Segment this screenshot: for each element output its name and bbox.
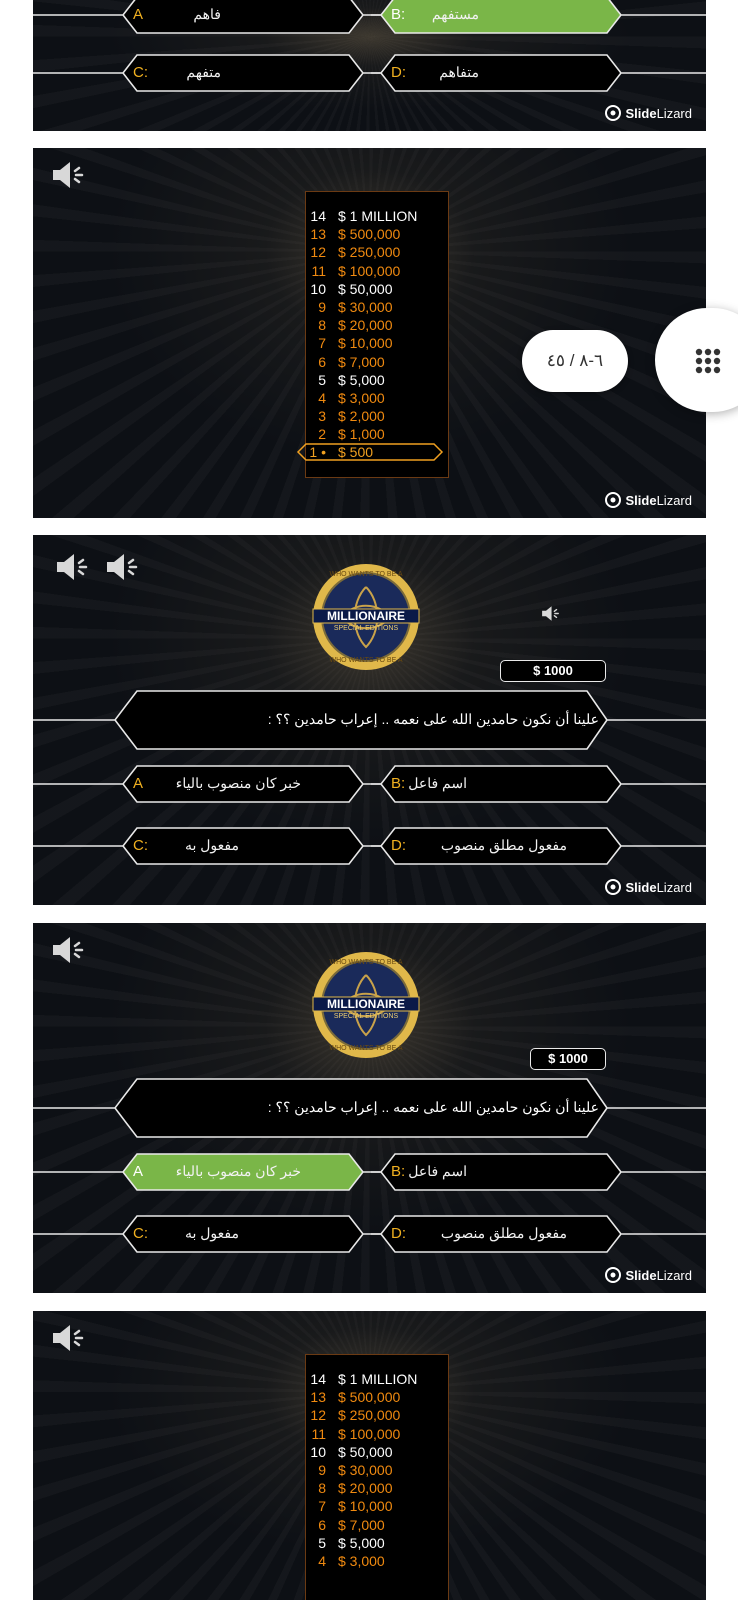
question-box xyxy=(109,1078,609,1138)
ladder-amount: $ 1 MILLION xyxy=(338,1371,418,1387)
answer-letter: B: xyxy=(391,1163,406,1180)
ladder-row xyxy=(308,1388,448,1406)
question-text: علينا أن نكون حامدين الله على نعمه .. إعراب حامدين ؟؟ : xyxy=(267,711,599,727)
ladder-row xyxy=(308,425,448,443)
page-indicator: ٦-٨ / ٤٥ xyxy=(522,330,628,392)
ladder-row xyxy=(308,316,448,334)
answer-b[interactable] xyxy=(373,0,629,34)
logo-main-text: MILLIONAIRE xyxy=(327,997,405,1011)
millionaire-logo xyxy=(311,950,421,1060)
ladder-amount: $ 1 MILLION xyxy=(338,208,418,224)
ladder-amount: $ 1,000 xyxy=(338,426,385,443)
ladder-level: 9 xyxy=(318,1461,326,1478)
logo-main-text: MILLIONAIRE xyxy=(327,609,405,623)
ladder-level: 3 xyxy=(318,408,326,425)
question-text: علينا أن نكون حامدين الله على نعمه .. إعراب حامدين ؟؟ : xyxy=(267,1099,599,1115)
ladder-row xyxy=(308,207,448,225)
answer-text: مفعول به xyxy=(184,837,239,853)
ladder-level: 8 xyxy=(318,317,326,334)
answer-c[interactable] xyxy=(115,827,371,865)
ladder-row xyxy=(308,1443,448,1461)
ladder-amount: $ 30,000 xyxy=(338,1461,393,1478)
ladder-row xyxy=(308,1370,448,1388)
answer-text: مستفهم xyxy=(431,6,479,22)
money-ladder xyxy=(305,1354,449,1600)
speaker-icon[interactable] xyxy=(51,935,87,965)
logo-sub-text: SPECIAL EDITIONS xyxy=(333,1013,399,1020)
ladder-row xyxy=(308,407,448,425)
answer-letter: B: xyxy=(391,6,406,23)
spiral-logo-icon xyxy=(605,879,621,895)
ladder-amount: $ 500 xyxy=(338,444,374,461)
ladder-level: 11 xyxy=(311,262,326,279)
speaker-icon[interactable] xyxy=(541,605,561,622)
speaker-icon[interactable] xyxy=(51,1323,87,1353)
answer-text: متفهم xyxy=(186,64,221,80)
ladder-amount: $ 20,000 xyxy=(338,317,393,334)
ladder-level: 6 xyxy=(318,353,326,370)
slide-4 xyxy=(33,923,706,1293)
ladder-amount: $ 30,000 xyxy=(338,298,393,315)
spiral-logo-icon xyxy=(605,1267,621,1283)
answer-text: مفعول به xyxy=(184,1225,239,1241)
logo-top-text: WHO WANTS TO BE A xyxy=(329,959,403,966)
logo-sub-text: SPECIAL EDITIONS xyxy=(333,625,399,632)
ladder-row xyxy=(308,1479,448,1497)
ladder-amount: $ 7,000 xyxy=(338,1516,385,1533)
ladder-row xyxy=(308,334,448,352)
ladder-row xyxy=(308,1497,448,1515)
slidelizard-brand: SlideLizard xyxy=(605,1267,693,1283)
ladder-amount: $ 3,000 xyxy=(338,389,385,406)
answer-letter: A xyxy=(133,775,144,792)
answer-b[interactable] xyxy=(373,765,629,803)
question-box xyxy=(109,690,609,750)
answer-letter: C: xyxy=(133,837,148,854)
ladder-amount: $ 5,000 xyxy=(338,1534,385,1551)
answer-d[interactable] xyxy=(373,54,629,92)
ladder-row xyxy=(308,443,448,461)
logo-bottom-text: WHO WANTS TO BE A xyxy=(329,1045,403,1052)
ladder-row xyxy=(308,1516,448,1534)
ladder-amount: $ 100,000 xyxy=(338,1425,401,1442)
ladder-level: 4 xyxy=(318,1552,326,1569)
ladder-level: 12 xyxy=(310,244,326,261)
logo-bottom-text: WHO WANTS TO BE A xyxy=(329,657,403,664)
answer-text: مفعول مطلق منصوب xyxy=(440,837,567,853)
answer-text: متفاهم xyxy=(439,64,479,80)
ladder-amount: $ 10,000 xyxy=(338,335,393,352)
ladder-level: 1 • xyxy=(309,444,326,461)
ladder-amount: $ 2,000 xyxy=(338,408,385,425)
ladder-amount: $ 50,000 xyxy=(338,280,393,297)
ladder-amount: $ 100,000 xyxy=(338,262,401,279)
slide-5 xyxy=(33,1311,706,1600)
spiral-logo-icon xyxy=(605,105,621,121)
answer-text: خبر كان منصوب بالياء xyxy=(175,1163,301,1179)
answer-letter: A xyxy=(133,1163,144,1180)
answer-text: فاهم xyxy=(193,6,221,22)
ladder-row xyxy=(308,225,448,243)
ladder-level: 2 xyxy=(318,426,326,443)
ladder-level: 5 xyxy=(318,371,326,388)
ladder-row xyxy=(308,298,448,316)
answer-c[interactable] xyxy=(115,1215,371,1253)
answer-letter: A xyxy=(133,6,144,23)
slide-3 xyxy=(33,535,706,905)
ladder-amount: $ 10,000 xyxy=(338,1498,393,1515)
answer-a[interactable] xyxy=(115,1153,371,1191)
ladder-level: 7 xyxy=(318,1498,326,1515)
money-ladder xyxy=(305,191,449,478)
ladder-row xyxy=(308,1425,448,1443)
speaker-icon[interactable] xyxy=(55,552,91,582)
millionaire-logo xyxy=(311,562,421,672)
answer-text: خبر كان منصوب بالياء xyxy=(175,775,301,791)
answer-c[interactable] xyxy=(115,54,371,92)
ladder-amount: $ 500,000 xyxy=(338,226,401,243)
answer-text: مفعول مطلق منصوب xyxy=(440,1225,567,1241)
ladder-row xyxy=(308,243,448,261)
ladder-level: 6 xyxy=(318,1516,326,1533)
speaker-icon[interactable] xyxy=(51,160,87,190)
ladder-level: 4 xyxy=(318,389,326,406)
slide-1 xyxy=(33,0,706,131)
answer-letter: C: xyxy=(133,1225,148,1242)
ladder-level: 9 xyxy=(318,298,326,315)
money-box: $ 1000 xyxy=(500,660,606,682)
ladder-row xyxy=(308,262,448,280)
ladder-level: 14 xyxy=(310,1371,326,1387)
dots-grid-icon xyxy=(695,348,721,374)
ladder-row xyxy=(308,1406,448,1424)
ladder-amount: $ 500,000 xyxy=(338,1389,401,1406)
spiral-logo-icon xyxy=(605,492,621,508)
answer-text: اسم فاعل xyxy=(408,775,467,791)
slidelizard-brand: SlideLizard xyxy=(605,879,693,895)
ladder-level: 11 xyxy=(311,1425,326,1442)
answer-d[interactable] xyxy=(373,827,629,865)
current-level-highlight xyxy=(296,443,444,461)
answer-letter: B: xyxy=(391,775,406,792)
ladder-row xyxy=(308,389,448,407)
answer-letter: D: xyxy=(391,1225,406,1242)
ladder-level: 5 xyxy=(318,1534,326,1551)
ladder-level: 7 xyxy=(318,335,326,352)
slidelizard-brand: SlideLizard xyxy=(605,492,693,508)
ladder-row xyxy=(308,1461,448,1479)
answer-letter: D: xyxy=(391,837,406,854)
ladder-row xyxy=(308,371,448,389)
slidelizard-brand: SlideLizard xyxy=(605,105,693,121)
ladder-amount: $ 7,000 xyxy=(338,353,385,370)
ladder-row xyxy=(308,1552,448,1570)
answer-d[interactable] xyxy=(373,1215,629,1253)
ladder-amount: $ 5,000 xyxy=(338,371,385,388)
ladder-amount: $ 3,000 xyxy=(338,1552,385,1569)
answer-text: اسم فاعل xyxy=(408,1163,467,1179)
answer-a[interactable] xyxy=(115,0,371,34)
ladder-level: 10 xyxy=(310,280,326,297)
ladder-level: 8 xyxy=(318,1480,326,1497)
ladder-level: 12 xyxy=(310,1407,326,1424)
ladder-level: 13 xyxy=(310,1389,326,1406)
ladder-row xyxy=(308,280,448,298)
ladder-row xyxy=(308,1534,448,1552)
ladder-amount: $ 50,000 xyxy=(338,1443,393,1460)
speaker-icon[interactable] xyxy=(105,552,141,582)
logo-top-text: WHO WANTS TO BE A xyxy=(329,571,403,578)
answer-b[interactable] xyxy=(373,1153,629,1191)
ladder-amount: $ 20,000 xyxy=(338,1480,393,1497)
ladder-amount: $ 250,000 xyxy=(338,1407,401,1424)
ladder-row xyxy=(308,353,448,371)
answer-letter: C: xyxy=(133,64,148,81)
ladder-level: 10 xyxy=(310,1443,326,1460)
money-box: $ 1000 xyxy=(530,1048,606,1070)
ladder-level: 13 xyxy=(310,226,326,243)
ladder-level: 14 xyxy=(310,208,326,224)
answer-a[interactable] xyxy=(115,765,371,803)
ladder-amount: $ 250,000 xyxy=(338,244,401,261)
answer-letter: D: xyxy=(391,64,406,81)
